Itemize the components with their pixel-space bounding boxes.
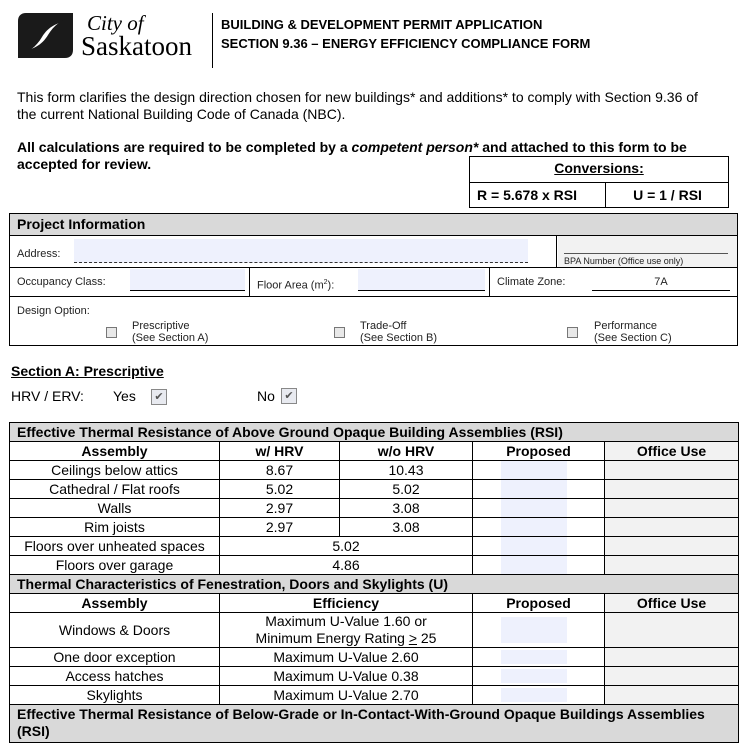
table-row	[10, 537, 739, 556]
column-header-proposed: Proposed	[473, 442, 605, 461]
proposed-input[interactable]	[501, 688, 567, 702]
proposed-input[interactable]	[501, 499, 567, 517]
row-divider	[10, 296, 737, 297]
above-ground-assemblies-table	[9, 422, 739, 743]
assembly-cell: Access hatches	[10, 667, 220, 686]
proposed-input-cell[interactable]	[473, 556, 605, 575]
trade-off-option-title: Trade-Off	[360, 320, 407, 332]
efficiency-cell: Maximum U-Value 2.70	[220, 686, 473, 705]
intro-paragraph: This form clarifies the design direction chosen for new buildings* and additions* to comply with Section 9.36 of the current National Building Code of Canada (NBC).	[17, 89, 698, 122]
office-use-cell	[605, 556, 739, 575]
prescriptive-checkbox[interactable]	[106, 327, 117, 338]
without-hrv-cell: 3.08	[340, 518, 473, 537]
assembly-cell: Ceilings below attics	[10, 461, 220, 480]
assembly-cell: Windows & Doors	[10, 613, 220, 648]
efficiency-line1: Maximum U-Value 1.60 or	[265, 613, 427, 629]
trade-off-option-note: (See Section B)	[360, 332, 438, 344]
office-use-cell	[605, 480, 739, 499]
proposed-input-cell[interactable]	[473, 480, 605, 499]
checkmark-icon: ✔	[154, 391, 164, 403]
table-row	[10, 667, 739, 686]
assembly-cell: Walls	[10, 499, 220, 518]
table-row	[10, 556, 739, 575]
header-divider	[212, 13, 213, 68]
city-logo-mark-icon	[18, 13, 73, 58]
notice-text-after: and attached to this form to be accepted for review.	[17, 139, 687, 172]
assembly-cell: One door exception	[10, 648, 220, 667]
efficiency-cell: Maximum U-Value 2.60	[220, 648, 473, 667]
conversions-title	[470, 157, 728, 183]
hrv-yes-checkbox[interactable]	[151, 389, 167, 405]
column-header-efficiency: Efficiency	[220, 594, 473, 613]
proposed-input[interactable]	[501, 480, 567, 498]
office-use-cell	[605, 613, 739, 648]
proposed-input-cell[interactable]	[473, 518, 605, 537]
with-hrv-cell: 5.02	[220, 480, 340, 499]
efficiency-line2-text: Minimum Energy Rating	[255, 630, 409, 646]
floor-area-label-suffix: ):	[327, 279, 335, 292]
with-hrv-cell: 2.97	[220, 518, 340, 537]
performance-checkbox[interactable]	[567, 327, 578, 338]
prescriptive-option-title: Prescriptive	[132, 320, 190, 332]
column-divider	[249, 267, 250, 296]
floor-area-superscript: 2	[323, 279, 328, 286]
proposed-input[interactable]	[501, 556, 567, 574]
efficiency-cell	[220, 613, 473, 648]
floor-area-input[interactable]	[358, 269, 485, 291]
proposed-input-cell[interactable]	[473, 667, 605, 686]
efficiency-line2	[220, 630, 472, 647]
notice-text-before: All calculations are required to be completed by a	[17, 139, 352, 155]
hrv-erv-label: HRV / ERV:	[11, 388, 84, 404]
climate-zone-value: 7A	[592, 276, 730, 291]
with-hrv-cell: 8.67	[220, 461, 340, 480]
assembly-cell: Rim joists	[10, 518, 220, 537]
trade-off-option-label	[360, 320, 437, 344]
office-use-cell	[605, 518, 739, 537]
column-header-office-use: Office Use	[605, 442, 739, 461]
occupancy-class-input[interactable]	[130, 269, 245, 291]
performance-option-note: (See Section C)	[594, 332, 672, 344]
proposed-input-cell[interactable]	[473, 461, 605, 480]
proposed-input[interactable]	[501, 537, 567, 555]
with-hrv-cell: 2.97	[220, 499, 340, 518]
row-divider	[10, 267, 737, 268]
table-row	[10, 518, 739, 537]
u-conversion: U = 1 / RSI	[633, 187, 702, 203]
office-use-cell	[605, 667, 739, 686]
bpa-number-input[interactable]	[564, 238, 728, 254]
combined-value-cell: 4.86	[220, 556, 473, 575]
floor-area-label-text: Floor Area (m	[257, 279, 324, 292]
assembly-cell: Floors over unheated spaces	[10, 537, 220, 556]
conversions-title-text: Conversions:	[554, 160, 644, 176]
office-use-cell	[605, 499, 739, 518]
table-row	[10, 648, 739, 667]
floor-area-label	[257, 276, 334, 293]
column-header-without-hrv: w/o HRV	[340, 442, 473, 461]
without-hrv-cell: 10.43	[340, 461, 473, 480]
office-use-cell	[605, 686, 739, 705]
efficiency-line2-value: 25	[417, 630, 437, 646]
notice-text-italic: competent person*	[351, 139, 479, 155]
fenestration-table-title: Thermal Characteristics of Fenestration, Doors and Skylights (U)	[10, 575, 739, 594]
prescriptive-option-label	[132, 320, 208, 344]
assembly-cell: Floors over garage	[10, 556, 220, 575]
project-information-section	[9, 213, 738, 346]
logo-text-city-of: City of	[87, 11, 144, 35]
office-use-cell	[605, 648, 739, 667]
address-label: Address:	[17, 248, 61, 260]
checkmark-icon: ✔	[284, 390, 294, 402]
design-option-label: Design Option:	[17, 305, 90, 317]
table-row	[10, 480, 739, 499]
address-input[interactable]	[74, 239, 528, 263]
column-header-office-use: Office Use	[605, 594, 739, 613]
proposed-input[interactable]	[501, 461, 567, 479]
proposed-input-cell[interactable]	[473, 648, 605, 667]
proposed-input[interactable]	[501, 617, 567, 643]
assembly-cell: Skylights	[10, 686, 220, 705]
column-header-assembly: Assembly	[10, 594, 220, 613]
climate-zone-label: Climate Zone:	[497, 276, 566, 288]
form-title-line2: SECTION 9.36 – ENERGY EFFICIENCY COMPLIANCE FORM	[221, 36, 591, 51]
efficiency-cell: Maximum U-Value 0.38	[220, 667, 473, 686]
section-a-title: Section A: Prescriptive	[11, 363, 164, 379]
bpa-divider	[556, 235, 557, 267]
assembly-cell: Cathedral / Flat roofs	[10, 480, 220, 499]
table-row	[10, 613, 739, 648]
proposed-input[interactable]	[501, 518, 567, 536]
below-grade-table-title: Effective Thermal Resistance of Below-Grade or In-Contact-With-Ground Opaque Buildings Assemblies (RSI)	[10, 705, 739, 743]
table-row	[10, 461, 739, 480]
conversions-box	[469, 156, 729, 208]
form-title-line1: BUILDING & DEVELOPMENT PERMIT APPLICATION	[221, 17, 543, 32]
hrv-no-label: No	[257, 388, 275, 404]
table-row	[10, 499, 739, 518]
proposed-input-cell[interactable]	[473, 686, 605, 705]
column-header-proposed: Proposed	[473, 594, 605, 613]
trade-off-checkbox[interactable]	[334, 327, 345, 338]
without-hrv-cell: 3.08	[340, 499, 473, 518]
office-use-cell	[605, 537, 739, 556]
combined-value-cell: 5.02	[220, 537, 473, 556]
column-header-assembly: Assembly	[10, 442, 220, 461]
without-hrv-cell: 5.02	[340, 480, 473, 499]
office-use-cell	[605, 461, 739, 480]
prescriptive-option-note: (See Section A)	[132, 332, 209, 344]
project-information-title: Project Information	[10, 214, 737, 236]
table-row	[10, 686, 739, 705]
occupancy-class-label: Occupancy Class:	[17, 276, 106, 288]
proposed-input-cell[interactable]	[473, 537, 605, 556]
r-conversion: R = 5.678 x RSI	[470, 183, 606, 207]
form-title	[221, 15, 590, 53]
proposed-input-cell[interactable]	[473, 613, 605, 648]
above-ground-table-title: Effective Thermal Resistance of Above Ground Opaque Building Assemblies (RSI)	[10, 423, 739, 442]
bpa-number-label: BPA Number (Office use only)	[564, 256, 684, 266]
proposed-input[interactable]	[501, 650, 567, 664]
performance-option-label	[594, 320, 672, 344]
greater-or-equal-symbol: >	[408, 630, 417, 646]
proposed-input[interactable]	[501, 669, 567, 683]
proposed-input-cell[interactable]	[473, 499, 605, 518]
logo-text-saskatoon: Saskatoon	[81, 31, 192, 61]
column-header-with-hrv: w/ HRV	[220, 442, 340, 461]
hrv-yes-label: Yes	[113, 388, 136, 404]
hrv-no-checkbox[interactable]	[281, 388, 297, 404]
column-divider	[489, 267, 490, 296]
performance-option-title: Performance	[594, 320, 657, 332]
